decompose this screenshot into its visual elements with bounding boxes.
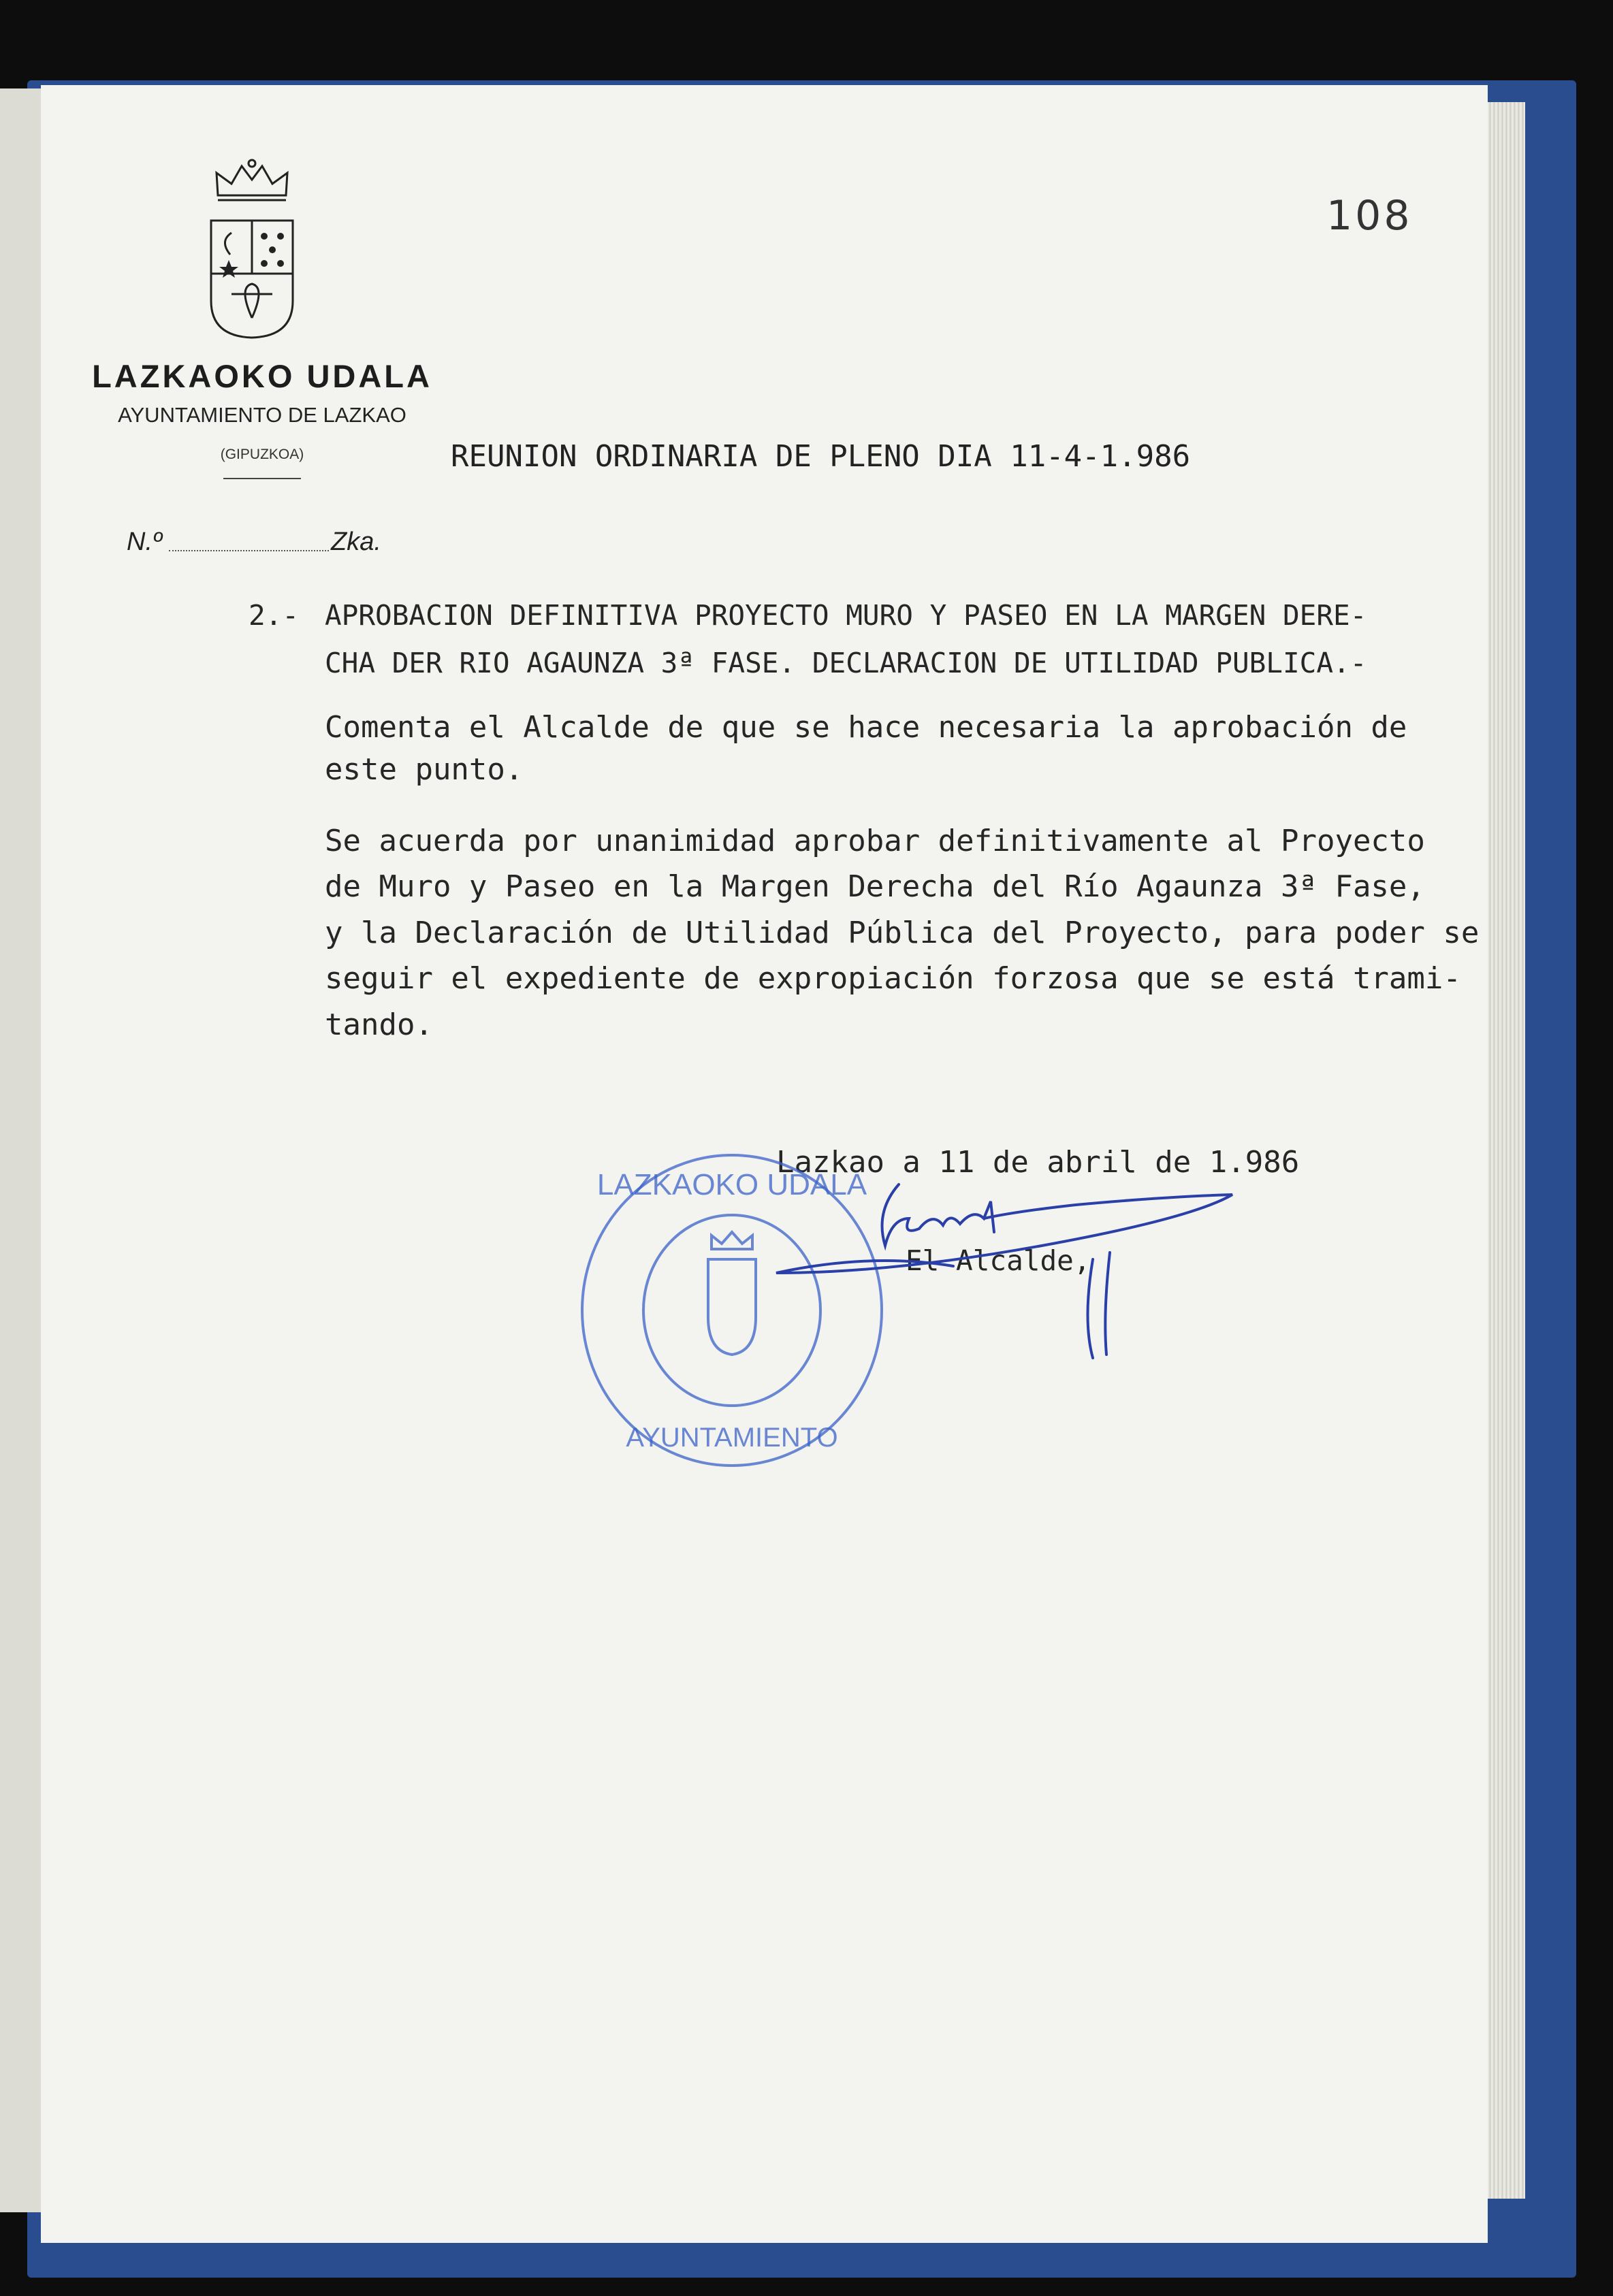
item-number: 2.-: [249, 599, 300, 632]
letterhead-name: LAZKAOKO UDALA: [92, 358, 432, 394]
paragraph-line: este punto.: [325, 752, 524, 787]
paragraph-line: tando.: [325, 1007, 433, 1042]
paragraph-line: seguir el expediente de expropiación forzosa que se está trami-: [325, 961, 1461, 996]
item-heading-line: APROBACION DEFINITIVA PROYECTO MURO Y PASEO EN LA MARGEN DERE-: [325, 599, 1367, 632]
coat-of-arms-icon: [204, 158, 300, 342]
handwritten-signature-icon: [756, 1171, 1260, 1361]
paragraph-line: de Muro y Paseo en la Margen Derecha del Río Agaunza 3ª Fase,: [325, 869, 1425, 904]
place-date: Lazkao a 11 de abril de 1.986: [776, 1145, 1300, 1180]
letterhead-divider: [223, 478, 301, 479]
reference-blank-line: [169, 550, 329, 551]
reference-label: N.º: [127, 528, 162, 556]
paragraph-line: Comenta el Alcalde de que se hace necesaria la aprobación de: [325, 710, 1407, 745]
paragraph-line: y la Declaración de Utilidad Pública del Proyecto, para poder se: [325, 916, 1480, 950]
letterhead-province: (GIPUZKOA): [220, 447, 304, 462]
stamp-bottom-text: AYUNTAMIENTO: [626, 1423, 838, 1453]
document-title: REUNION ORDINARIA DE PLENO DIA 11-4-1.986: [451, 439, 1191, 474]
paragraph-line: Se acuerda por unanimidad aprobar definitivamente al Proyecto: [325, 824, 1425, 858]
letterhead-subtitle: AYUNTAMIENTO DE LAZKAO: [118, 403, 406, 427]
page-number: 108: [1326, 192, 1413, 240]
signatory-title: El Alcalde,: [906, 1244, 1091, 1277]
stamp-top-text: LAZKAOKO UDALA: [596, 1168, 867, 1201]
reference-suffix: Zka.: [331, 528, 381, 556]
item-heading-line: CHA DER RIO AGAUNZA 3ª FASE. DECLARACION DE UTILIDAD PUBLICA.-: [325, 647, 1367, 679]
